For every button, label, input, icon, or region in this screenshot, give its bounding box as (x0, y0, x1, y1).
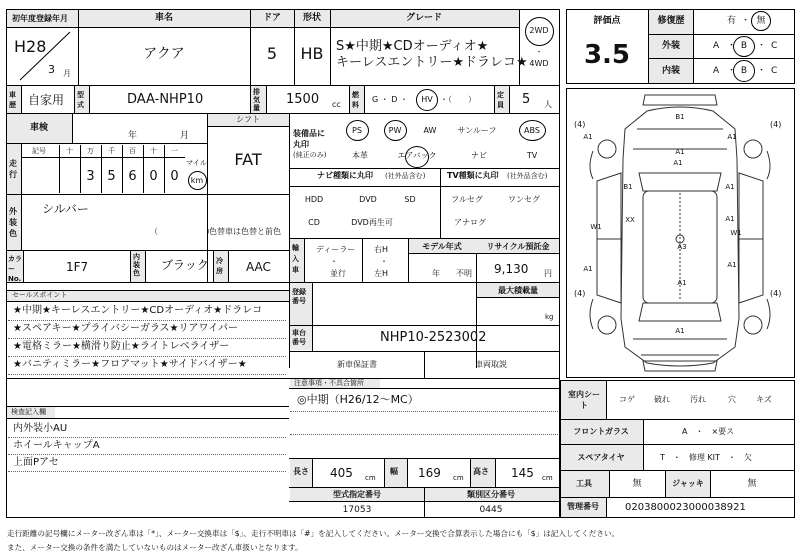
chassis-value: NHP10-2523002 (380, 330, 487, 345)
fuel-options: G ・ D ・ (372, 95, 408, 104)
tv-option: フルセグ (451, 195, 483, 204)
reg-month-unit: 月 (63, 69, 71, 78)
drive-2wd: 2WD (529, 26, 549, 35)
ac-value: AAC (246, 260, 271, 274)
equipment-option: 本革 (352, 151, 368, 160)
import-parallel: 並行 (330, 269, 346, 278)
repair-dot: ・ (741, 16, 751, 26)
inspection-year: 年 (128, 131, 138, 141)
car-name-label: 車名 (154, 13, 174, 23)
sales-line: ★スペアキー★プライバシーガラス★リアワイパー (13, 323, 238, 334)
reg-year: H28 (14, 37, 47, 56)
height-label: 高さ (473, 467, 489, 476)
mileage-digit-head: 千 (108, 147, 115, 155)
class-no-value: 0445 (479, 505, 503, 515)
navi-option: DVD再生可 (351, 218, 393, 227)
width-unit: cm (453, 474, 464, 482)
sales-line: ★バニティミラー★フロアマット★サイドバイザー★ (13, 359, 247, 370)
shape: HB (300, 44, 324, 63)
mileage-digit-head: 十 (66, 147, 73, 155)
fuel-other: ・（ ） (440, 95, 476, 104)
int-dot-1: ・ (727, 66, 737, 76)
chassis-label: 車台番号 (292, 329, 306, 346)
damage-mark: XX (625, 216, 635, 224)
height-unit: cm (542, 474, 553, 482)
navi-option: SD (404, 195, 416, 204)
load-unit: kg (545, 313, 554, 321)
recycle-unit: 円 (544, 269, 552, 278)
notes-label: 注意事項・不具合箇所 (294, 379, 364, 387)
tv-label: TV種類に丸印 (447, 171, 499, 180)
grade-line-2: キーレスエントリー★ドラレコ★ (336, 55, 528, 70)
import-dealer: ディーラー (316, 245, 356, 254)
colorno-label: カラーNo. (8, 255, 22, 283)
length-value: 405 (330, 466, 353, 480)
shape-label: 形状 (302, 13, 322, 23)
inspector-line: 内外装小AU (13, 423, 68, 434)
exterior-label: 外装 (661, 41, 681, 51)
seat-option: 破れ (654, 395, 670, 404)
repair-no: 無 (756, 16, 766, 26)
sales-line: ★電格ミラー★横滑り防止★ライトレベライザー (13, 341, 230, 352)
damage-mark: A1 (725, 215, 735, 223)
damage-mark: W1 (590, 223, 602, 231)
import-lh: 左H (374, 269, 389, 278)
sales-label: セールスポイント (12, 291, 68, 299)
damage-mark: B1 (675, 113, 685, 121)
load-label: 最大積載量 (498, 286, 538, 295)
notes-text: ◎中期（H26/12〜MC） (297, 393, 419, 406)
model-value: DAA-NHP10 (127, 92, 204, 107)
footer-line-1: 走行距離の記号欄にメーター改ざん車は「*」、メーター交換車は「$」、走行不明車は「#」を記入してください。メーター交換で合算表示した場合にも「$」は記入してください。 (7, 529, 620, 538)
inspector-line: 上面Pアセ (13, 457, 59, 468)
recycle-value: 9,130 (494, 262, 529, 276)
length-unit: cm (365, 474, 376, 482)
damage-mark: B1 (623, 183, 633, 191)
int-grade-c: C (771, 66, 778, 76)
damage-mark: A1 (583, 265, 593, 273)
type-no-value: 17053 (342, 505, 372, 515)
repair-label: 修復歴 (657, 16, 685, 26)
seat-option: コゲ (619, 395, 635, 404)
tire-label: (4) (574, 289, 586, 298)
damage-mark: A1 (727, 261, 737, 269)
height-value: 145 (511, 466, 534, 480)
grade-line-1: S★中期★CDオーディオ★ (336, 39, 489, 54)
mileage-digit-head: 百 (129, 147, 136, 155)
jack-value: 無 (747, 479, 757, 489)
mileage-digit-head: 万 (87, 147, 94, 155)
color-value: シルバー (42, 202, 89, 216)
import-rh: 右H (374, 245, 389, 254)
new-car-warranty: 新車保証書 (337, 360, 377, 369)
int-dot-2: ・ (757, 66, 767, 76)
repair-yes: 有 (727, 16, 737, 26)
displacement-unit: cc (332, 100, 341, 109)
import-label: 輸入車 (292, 244, 299, 274)
model-year-unknown: 不明 (456, 269, 472, 278)
glass-options: A ・ ×要ス (682, 427, 735, 436)
tire-label: (4) (770, 120, 782, 129)
width-value: 169 (418, 466, 441, 480)
mileage-digit: 0 (170, 169, 179, 184)
equipment-option: サンルーフ (457, 126, 497, 135)
interior-color-label: 内装色 (133, 253, 140, 277)
equipment-option: AW (423, 126, 437, 135)
mileage-digit-head: 十 (150, 147, 157, 155)
navi-option: HDD (304, 195, 324, 204)
damage-mark: A3 (677, 243, 687, 251)
seat-label: 室内シート (568, 390, 600, 410)
inspection-label: 車検 (30, 123, 49, 133)
seat-option: キズ (756, 395, 772, 404)
import-dot-1: ・ (330, 257, 338, 266)
score-label: 評価点 (593, 16, 621, 26)
colorno-value: 1F7 (66, 260, 89, 274)
color-label: 外装色 (9, 207, 17, 238)
grade-label: グレード (405, 13, 443, 23)
interior-label: 内装 (661, 66, 681, 76)
jack-label: ジャッキ (672, 479, 704, 488)
capacity-value: 5 (522, 92, 531, 107)
history-label: 車歴 (9, 91, 16, 109)
model-label: 型式 (77, 91, 84, 109)
length-label: 長さ (293, 467, 309, 476)
navi-sub: (社外品含む) (385, 172, 426, 180)
inspector-line: ホイールキャップA (13, 440, 100, 451)
tv-sub: (社外品含む) (507, 172, 548, 180)
sales-line: ★中期★キーレスエントリー★CDオーディオ★ドラレコ (13, 305, 263, 316)
reg-no-label: 登録番号 (292, 288, 306, 305)
equipment-label: 装備品に丸印 (293, 129, 325, 149)
mileage-label: 走行 (9, 159, 17, 179)
shift-value: FAT (234, 150, 262, 169)
equipment-option: PS (352, 126, 362, 135)
mileage-symbol-label: 記号 (32, 147, 46, 155)
displacement-label: 排気量 (253, 88, 260, 112)
mile-label: マイル (186, 159, 207, 167)
model-year-year: 年 (432, 269, 440, 278)
type-no-label: 型式指定番号 (333, 490, 381, 499)
navi-option: CD (308, 218, 320, 227)
capacity-unit: 人 (544, 100, 552, 109)
displacement-value: 1500 (286, 92, 320, 107)
ext-dot-1: ・ (727, 41, 737, 51)
int-grade-a: A (713, 66, 720, 76)
equipment-option: TV (526, 151, 538, 160)
damage-mark: A1 (583, 133, 593, 141)
damage-mark: A1 (675, 148, 685, 156)
reg-month: 3 (48, 63, 55, 76)
recycle-label: リサイクル預託金 (486, 242, 550, 251)
damage-mark: A1 (727, 133, 737, 141)
equipment-sub: (純正のみ) (293, 151, 327, 159)
model-year-label: モデル年式 (422, 242, 462, 251)
seat-option: 穴 (728, 395, 736, 404)
import-dot-2: ・ (380, 257, 388, 266)
seat-option: 汚れ (690, 395, 706, 404)
km-label: km (190, 176, 204, 185)
color-paren: （ ） (150, 227, 214, 236)
class-no-label: 類別区分番号 (467, 490, 515, 499)
equipment-option: ナビ (471, 151, 487, 160)
navi-label: ナビ種類に丸印 (317, 171, 373, 180)
drive-dash: - (537, 47, 541, 57)
mgmt-value: 0203800023000038921 (625, 502, 746, 513)
ext-grade-c: C (771, 41, 778, 51)
equipment-option: ABS (524, 126, 540, 135)
color-note: 色替車は色替と前色 (209, 227, 281, 236)
mileage-digit: 6 (128, 169, 137, 184)
tv-option: ワンセグ (508, 195, 540, 204)
ac-label: 冷房 (216, 257, 223, 275)
damage-mark: A1 (673, 159, 683, 167)
tv-option: アナログ (454, 218, 486, 227)
width-label: 幅 (390, 467, 398, 476)
mileage-digit-head: 一 (171, 147, 178, 155)
drive-4wd: 4WD (529, 59, 549, 68)
doors-label: ドア (263, 13, 281, 23)
navi-option: DVD (359, 195, 377, 204)
damage-mark: A1 (677, 279, 687, 287)
reg-year-label: 初年度登録年月 (12, 14, 68, 23)
fuel-hv: HV (421, 95, 433, 104)
mgmt-label: 管理番号 (567, 502, 599, 511)
ext-grade-b: B (740, 41, 748, 51)
spare-options: T ・ 修理 KIT ・ 欠 (660, 453, 752, 462)
shift-label: シフト (236, 115, 260, 124)
equipment-option: PW (388, 126, 402, 135)
mileage-digit: 0 (149, 169, 158, 184)
ext-dot-2: ・ (757, 41, 767, 51)
mileage-digit: 5 (107, 169, 116, 184)
footer-line-2: また、メーター交換の条件を満たしていないものはメーター改ざん車扱いとなります。 (7, 543, 303, 552)
car-name: アクア (143, 46, 185, 62)
capacity-label: 定員 (497, 91, 504, 109)
tools-label: 工具 (576, 479, 592, 488)
inspector-label: 検査記入欄 (11, 408, 46, 416)
damage-mark: W1 (730, 229, 742, 237)
glass-label: フロントガラス (573, 427, 629, 436)
score-value: 3.5 (583, 40, 631, 70)
ext-grade-a: A (713, 41, 720, 51)
tire-label: (4) (770, 289, 782, 298)
damage-mark: A1 (675, 327, 685, 335)
fuel-label: 燃料 (352, 91, 359, 109)
int-grade-b: B (740, 66, 748, 76)
doors: 5 (266, 44, 278, 63)
history-value: 自家用 (28, 93, 65, 107)
inspection-month: 月 (180, 131, 190, 141)
tire-label: (4) (574, 120, 586, 129)
equipment-option: エアバック (397, 151, 437, 160)
spare-label: スペアタイヤ (577, 453, 625, 462)
tools-value: 無 (632, 479, 642, 489)
mileage-digit: 3 (86, 169, 95, 184)
interior-color-value: ブラック (161, 258, 209, 272)
vehicle-manual: 車両取説 (475, 360, 507, 369)
damage-mark: A1 (725, 183, 735, 191)
